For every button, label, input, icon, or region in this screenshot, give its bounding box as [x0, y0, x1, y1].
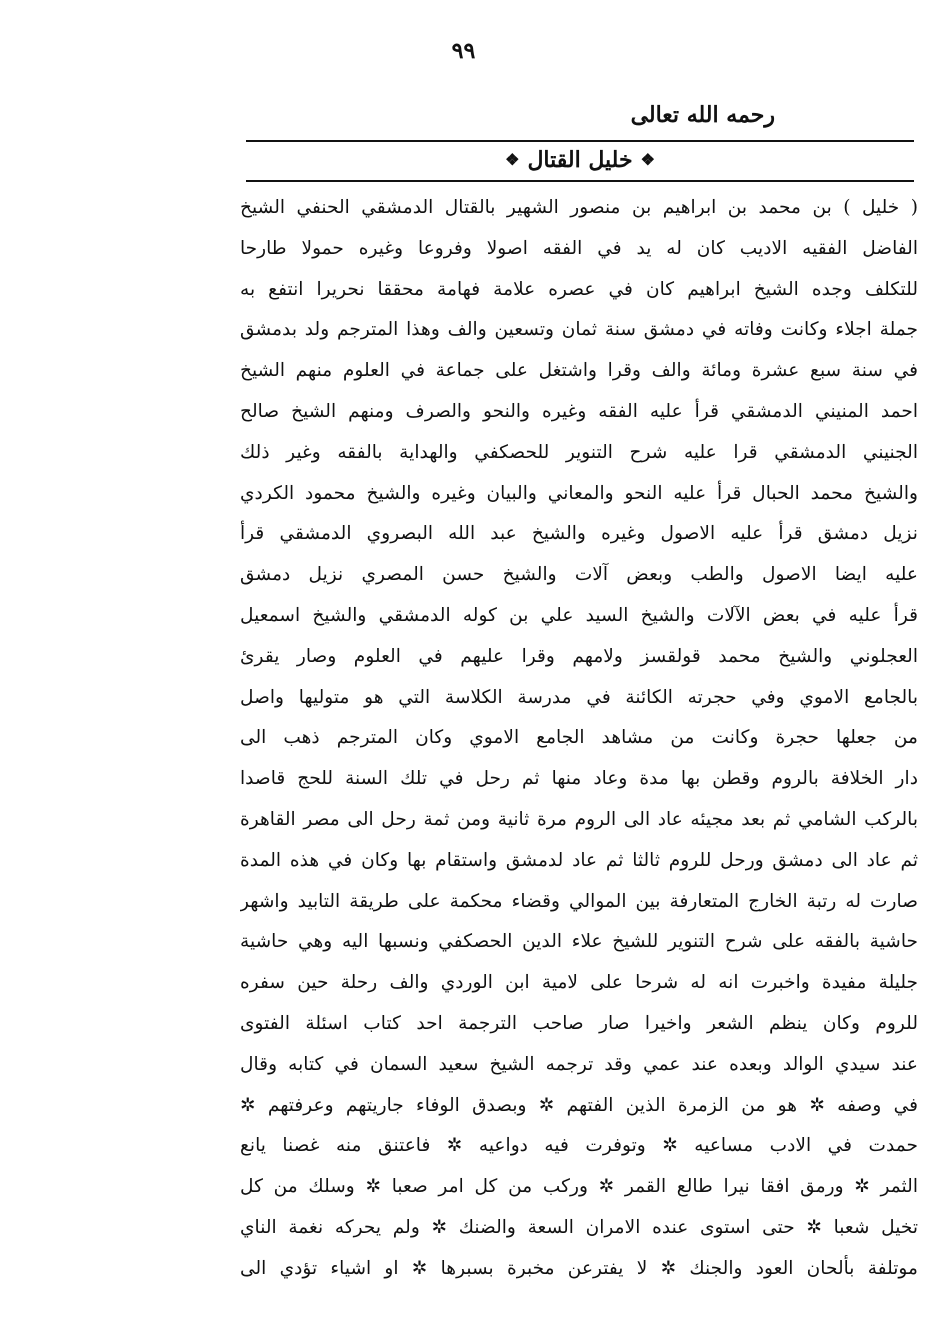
text-line: الجنيني الدمشقي قرا عليه شرح التنوير للحصكفي والهداية بالفقه وغير ذلك [240, 441, 918, 463]
entry-heading [246, 141, 914, 179]
page-number: ٩٩ [451, 38, 476, 64]
text-line: للتكلف وجده الشيخ ابراهيم كان في عصره علامة فهامة محققا نحريرا انتفع به [240, 278, 918, 300]
text-line: والشيخ محمد الحبال قرأ عليه النحو والمعاني والبيان وغيره والشيخ محمود الكردي [240, 482, 918, 504]
text-line: العجلوني والشيخ محمد قولقسز ولامهم وقرا عليهم في العلوم وصار يقرئ [240, 645, 918, 667]
text-line: قرأ عليه في بعض الآلات والشيخ السيد علي بن كوله الدمشقي والشيخ اسمعيل [240, 604, 918, 626]
text-line: بالركب الشامي ثم بعد مجيئه عاد الى الروم مرة ثانية ومن ثمة رحل الى مصر القاهرة [240, 808, 918, 830]
heading-bottom-rule [246, 180, 914, 182]
entry-title: خليل القتال [527, 147, 633, 173]
text-line: من جعلها حجرة وكانت من مشاهد الجامع الاموي وكان المترجم ذهب الى [240, 727, 918, 749]
text-line: ( خليل ) بن محمد بن ابراهيم بن منصور الشهير بالقتال الدمشقي الحنفي الشيخ [240, 197, 918, 218]
text-line: بالجامع الاموي وفي حجرته الكائنة في مدرسة الكلاسة التي هو متوليها واصل [240, 686, 918, 708]
text-line: جليلة مفيدة واخبرت انه له شرحا على لامية ابن الوردي والف رحلة حين سفره [240, 972, 918, 994]
entry-body [240, 188, 918, 1290]
text-line: في سنة سبع عشرة ومائة والف وقرا واشتغل على جماعة في العلوم منهم الشيخ [240, 360, 918, 382]
text-line: جملة اجلاء وكانت وفاته في دمشق سنة ثمان وتسعين والف وهذا المترجم ولد بدمشق [240, 319, 918, 341]
text-line: الفاضل الفقيه الاديب كان له يد في الفقه اصولا وفروعا وغيره حمولا طارحا [240, 237, 918, 259]
text-line: صارت له رتبة الخارج المتعارفة بين الموالي وقضاء محكمة على طريقة التابيد واشهر [240, 890, 918, 912]
text-line: للروم وكان ينظم الشعر واخيرا صار صاحب الترجمة احد كتاب اسئلة الفتوى [240, 1012, 918, 1034]
text-line: دار الخلافة بالروم وقطن بها مدة وعاد منها ثم رحل في تلك السنة للحج قاصدا [240, 768, 918, 790]
text-line: الثمر ✲ ورمق افقا نيرا طالع القمر ✲ وركب من كل امر صعبا ✲ وسلك من كل [240, 1176, 918, 1198]
ornament-left-icon: ❖ [505, 150, 520, 169]
text-line: نزيل دمشق قرأ عليه الاصول وغيره والشيخ عبد الله البصروي الدمشقي قرأ [240, 523, 918, 545]
text-line: حمدت في الادب مساعيه ✲ وتوفرت فيه دواعيه ✲ فاعتنق منه غصنا يانع [240, 1135, 918, 1157]
text-line: احمد المنيني الدمشقي قرأ عليه الفقه وغيره والنحو والصرف ومنهم الشيخ صالح [240, 400, 918, 422]
text-line: تخيل شعبا ✲ حتى استوى عنده الامران السعة والضنك ✲ ولم يحركه نغمة الناي [240, 1216, 918, 1238]
text-line: ثم عاد الى دمشق ورحل للروم ثالثا ثم عاد لدمشق واستقام بها وكان في هذه المدة [240, 849, 918, 871]
text-line: موتلفة بألحان العود والجنك ✲ لا يفترعن مخبرة بسبرها ✲ او اشياء تؤدي الى [240, 1257, 918, 1279]
text-line: في وصفه ✲ هو من الزمرة الذين الفتهم ✲ وبصدق الوفاء جاريتهم وعرفتهم ✲ [240, 1094, 918, 1116]
text-line: عند سيدي الوالد وبعده عند عمي وقد ترجمه الشيخ سعيد السمان في كتابه وقال [240, 1053, 918, 1075]
ornament-right-icon: ❖ [640, 150, 655, 169]
text-line: حاشية بالفقه على شرح التنوير للشيخ علاء الدين الحصكفي ونسبها اليه وهي حاشية [240, 931, 918, 953]
previous-entry-ending: رحمه الله تعالى [630, 102, 775, 128]
text-line: عليه ايضا الاصول والطب وبعض آلات والشيخ حسن المصري نزيل دمشق [240, 564, 918, 586]
